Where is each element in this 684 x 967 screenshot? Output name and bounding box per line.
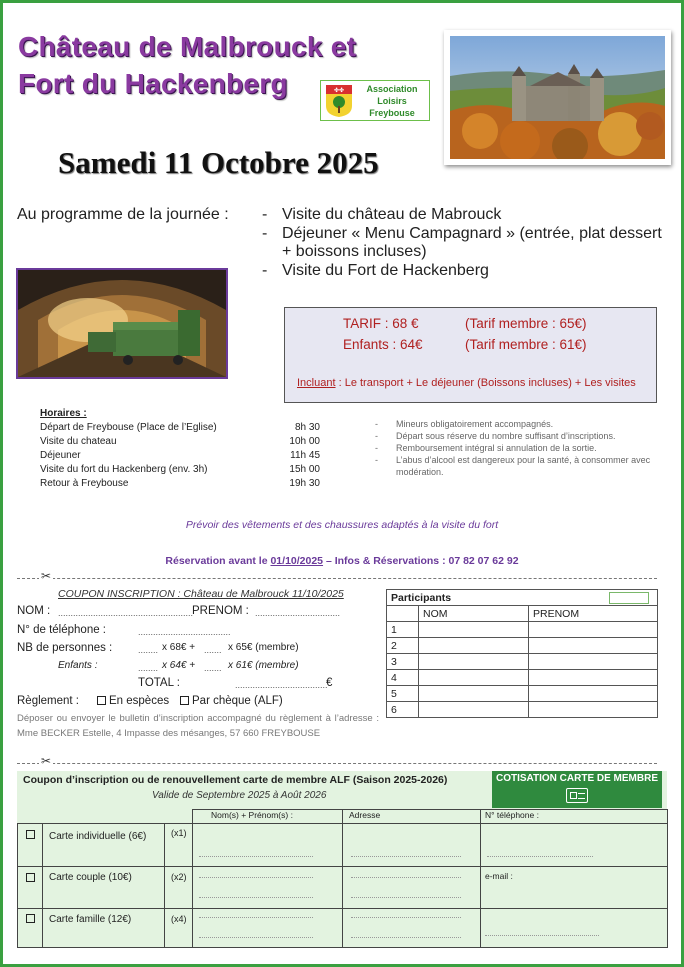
note-item: - L’abus d’alcool est dangereux pour la santé, à consommer avec modération. <box>375 454 665 478</box>
col-nom-header: NOM <box>419 606 529 622</box>
coupon-title: COUPON INSCRIPTION : Château de Malbrouck 11/10/2025 <box>58 588 344 600</box>
logo-line-2: Loisirs <box>377 96 407 106</box>
logo-line-3: Freybouse <box>369 108 415 118</box>
total-label: TOTAL : <box>138 677 180 689</box>
inclus-text: : Le transport + Le déjeuner (Boissons incluses) + Les visites <box>335 377 636 389</box>
mult-x2: (x2) <box>164 866 193 909</box>
event-date: Samedi 11 Octobre 2025 <box>58 145 379 180</box>
horaire-row <box>40 477 320 491</box>
prevoir-text: Prévoir des vêtements et des chaussures adaptés à la visite du fort <box>185 519 499 531</box>
cotisation-badge <box>492 771 662 808</box>
prenom-cell[interactable] <box>529 654 658 670</box>
cheque-label: Par chèque (ALF) <box>192 695 283 707</box>
table-row <box>387 702 658 718</box>
participants-title: Participants <box>391 591 452 604</box>
nom-label: NOM : <box>17 605 51 617</box>
title-line-2: Fort du Hackenberg <box>18 68 288 99</box>
individuelle-nom-field[interactable] <box>192 823 343 867</box>
note-item: - Remboursement intégral si annulation de la sortie. <box>375 442 665 454</box>
tarif-box <box>284 307 657 403</box>
horaire-row <box>40 449 320 463</box>
col-adresse-header: Adresse <box>342 809 481 824</box>
tarif-adulte: TARIF : 68 € <box>343 316 419 331</box>
title-line-1: Château de Malbrouck et <box>18 31 357 62</box>
prenom-cell[interactable] <box>529 686 658 702</box>
nom-cell[interactable] <box>419 638 529 654</box>
prenom-cell[interactable] <box>529 622 658 638</box>
email-field[interactable]: e-mail : <box>480 866 668 909</box>
nom-cell[interactable] <box>419 702 529 718</box>
nb-adultes-field[interactable]: ........ <box>138 645 159 655</box>
tarif-inclus <box>297 377 636 389</box>
row-number: 4 <box>387 670 419 686</box>
col-tel-header: N° téléphone : <box>480 809 668 824</box>
cheque-checkbox[interactable] <box>180 696 189 705</box>
programme-item: - Visite du château de Mabrouck <box>262 206 662 225</box>
total-field[interactable]: ..................................... <box>235 680 328 690</box>
famille-adresse-field[interactable] <box>342 908 481 948</box>
fort-tunnel-photo <box>16 268 228 379</box>
col-index-header <box>387 606 419 622</box>
programme-item: - Visite du Fort de Hackenberg <box>262 262 662 281</box>
nb-enfants-price: x 64€ + <box>162 660 196 671</box>
participants-table <box>386 589 658 718</box>
tarif-enfants: Enfants : 64€ <box>343 337 423 352</box>
horaire-row <box>40 435 320 449</box>
especes-label: En espèces <box>109 695 170 707</box>
reservation-before: Réservation avant le <box>165 555 271 567</box>
horaire-time: 15h 00 <box>289 464 320 475</box>
horaires <box>40 407 320 491</box>
horaire-time: 11h 45 <box>290 450 320 461</box>
programme-label: Au programme de la journée : <box>17 206 229 223</box>
logo-text <box>357 83 427 119</box>
nom-cell[interactable] <box>419 670 529 686</box>
nb-adultes-price: x 68€ + <box>162 642 196 653</box>
prenom-cell[interactable] <box>529 638 658 654</box>
horaire-time: 19h 30 <box>289 478 320 489</box>
prenom-cell[interactable] <box>529 702 658 718</box>
programme-item: - Déjeuner « Menu Campagnard » (entrée, plat dessert + boissons incluses) <box>262 225 662 262</box>
castle-photo <box>444 30 671 165</box>
alf-membership-coupon <box>17 771 667 948</box>
mult-x4: (x4) <box>164 908 193 948</box>
individuelle-checkbox[interactable] <box>26 830 35 839</box>
email-line-field[interactable] <box>480 908 668 948</box>
prenom-cell[interactable] <box>529 670 658 686</box>
especes-option[interactable] <box>95 695 169 707</box>
table-row <box>387 654 658 670</box>
couple-checkbox[interactable] <box>26 873 35 882</box>
row-check-cell <box>17 866 43 909</box>
euro-sign: € <box>326 677 333 689</box>
carte-couple-label: Carte couple (10€) <box>42 866 165 909</box>
carte-individuelle-label: Carte individuelle (6€) <box>42 823 165 867</box>
prenom-field[interactable]: .................................. <box>255 608 341 618</box>
enfants-label: Enfants : <box>58 660 98 671</box>
alf-title: Coupon d’inscription ou de renouvellement carte de membre ALF (Saison 2025-2026) <box>23 774 448 786</box>
scissors-icon: ✂ <box>41 569 52 583</box>
horaires-title: Horaires : <box>40 408 87 419</box>
deposer-text: Déposer ou envoyer le bulletin d’inscription accompagné du règlement à l’adresse : Mme BECKER Estelle, 4 Impasse des mésanges, 57 660 FREYBOUSE <box>17 713 379 739</box>
nb-enfants-field[interactable]: ........ <box>138 663 159 673</box>
row-number: 5 <box>387 686 419 702</box>
nom-field[interactable]: ...................................................... <box>58 608 194 618</box>
couple-adresse-field[interactable] <box>342 866 481 909</box>
row-number: 2 <box>387 638 419 654</box>
participants-header <box>387 590 658 606</box>
shield-icon <box>325 84 353 118</box>
cut-line <box>17 754 657 769</box>
horaire-label: Retour à Freybouse <box>40 478 129 489</box>
individuelle-adresse-field[interactable] <box>342 823 481 867</box>
nb-personnes-label: NB de personnes : <box>17 642 113 654</box>
couple-nom-field[interactable] <box>192 866 343 909</box>
prenom-label: PRENOM : <box>192 605 249 617</box>
nb-adultes-membre-field[interactable]: ....... <box>204 645 222 655</box>
table-row <box>387 670 658 686</box>
row-number: 3 <box>387 654 419 670</box>
row-check-cell <box>17 823 43 867</box>
tel-field[interactable]: ..................................... <box>138 627 231 637</box>
row-check-cell <box>17 908 43 948</box>
nom-cell[interactable] <box>419 622 529 638</box>
horaire-time: 10h 00 <box>289 436 320 447</box>
famille-nom-field[interactable] <box>192 908 343 948</box>
carte-famille-label: Carte famille (12€) <box>42 908 165 948</box>
reglement-label: Règlement : <box>17 695 80 707</box>
cheque-option[interactable] <box>178 695 283 707</box>
mini-logo <box>609 592 649 604</box>
reservation-info <box>0 555 684 567</box>
tarif-adulte-membre: (Tarif membre : 65€) <box>465 316 587 331</box>
reservation-date: 01/10/2025 <box>270 555 324 567</box>
horaire-label: Visite du fort du Hackenberg (env. 3h) <box>40 464 208 475</box>
alf-subtitle: Valide de Septembre 2025 à Août 2026 <box>152 790 327 801</box>
reservation-contact: – Infos & Réservations : 07 82 07 62 92 <box>323 555 519 567</box>
logo-line-1: Association <box>366 84 418 94</box>
nom-cell[interactable] <box>419 686 529 702</box>
row-number: 6 <box>387 702 419 718</box>
note-item: - Mineurs obligatoirement accompagnés. <box>375 418 665 430</box>
svg-text:✤✤: ✤✤ <box>333 87 345 94</box>
nb-adultes-membre-price: x 65€ (membre) <box>228 642 299 653</box>
col-prenom-header: PRENOM <box>529 606 658 622</box>
cotisation-label: COTISATION CARTE DE MEMBRE <box>495 773 659 784</box>
tarif-enfants-membre: (Tarif membre : 61€) <box>465 337 587 352</box>
horaire-label: Visite du chateau <box>40 436 117 447</box>
member-card-icon <box>566 788 588 803</box>
inclus-label: Incluant <box>297 377 336 389</box>
scissors-icon: ✂ <box>41 754 52 768</box>
nom-cell[interactable] <box>419 654 529 670</box>
programme-list <box>262 206 662 280</box>
association-logo <box>320 80 430 121</box>
mult-x1: (x1) <box>164 823 193 867</box>
table-row <box>387 686 658 702</box>
famille-checkbox[interactable] <box>26 914 35 923</box>
col-nom-header: Nom(s) + Prénom(s) : <box>192 809 343 824</box>
horaire-label: Déjeuner <box>40 450 81 461</box>
table-row <box>387 638 658 654</box>
horaire-time: 8h 30 <box>294 422 320 433</box>
nb-enfants-membre-price: x 61€ (membre) <box>228 660 299 671</box>
horaire-row <box>40 421 320 435</box>
cut-line <box>17 569 657 584</box>
horaire-row <box>40 463 320 477</box>
nb-enfants-membre-field[interactable]: ....... <box>204 663 222 673</box>
row-number: 1 <box>387 622 419 638</box>
especes-checkbox[interactable] <box>97 696 106 705</box>
horaire-label: Départ de Freybouse (Place de l’Eglise) <box>40 422 217 433</box>
notes-list <box>375 418 665 478</box>
note-item: - Départ sous réserve du nombre suffisant d’inscriptions. <box>375 430 665 442</box>
individuelle-tel-field[interactable] <box>480 823 668 867</box>
tel-label: N° de téléphone : <box>17 624 106 636</box>
table-row <box>387 622 658 638</box>
